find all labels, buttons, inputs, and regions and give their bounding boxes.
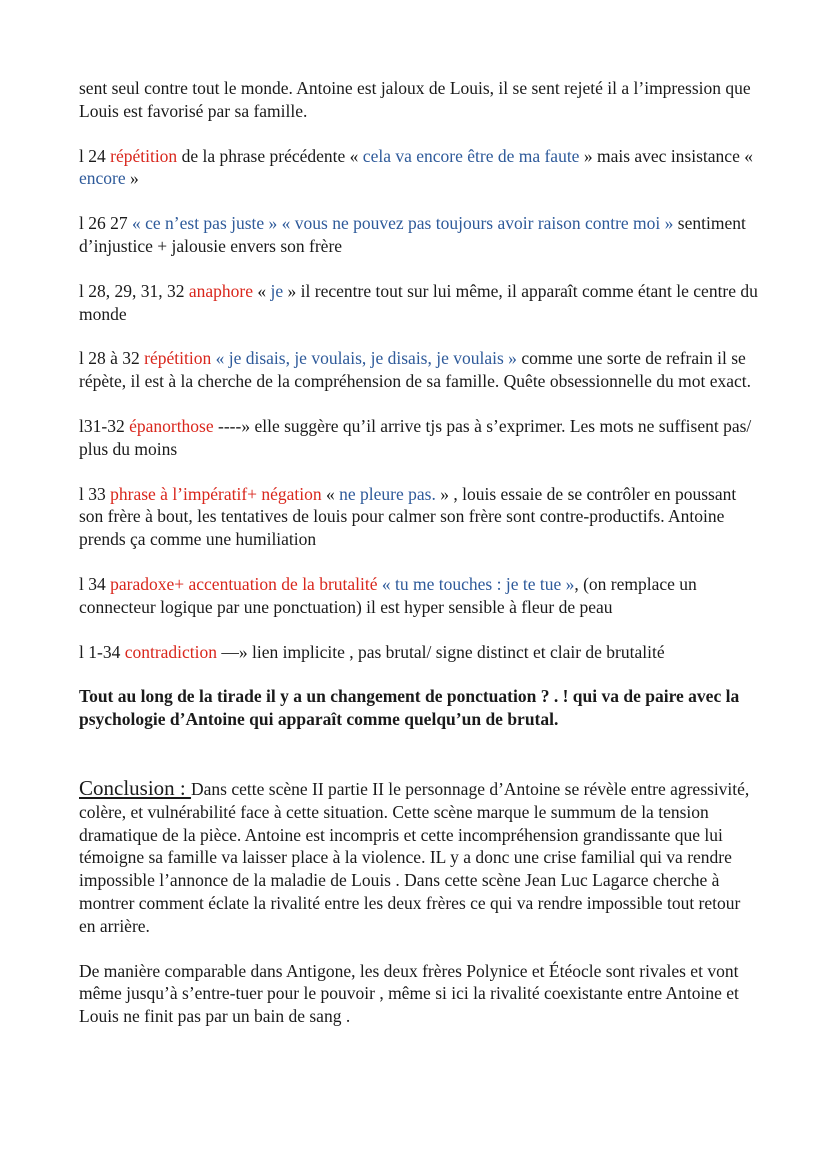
paragraph-text: De manière comparable dans Antigone, les deux frères Polynice et Étéocle sont rivales et vont même jusqu’à s’entre-tuer pour le pouvoir , même si ici la rivalité coexistante entre Antoine et Louis ne finit pas par un bain de sang . <box>79 960 739 1027</box>
device-label: épanorthose <box>129 415 214 436</box>
device-label: paradoxe+ accentuation de la brutalité <box>110 573 378 594</box>
paragraph-conclusion <box>79 777 759 938</box>
line-reference: l 24 <box>79 145 111 166</box>
paragraph-text: « <box>321 483 340 504</box>
device-label: répétition <box>110 145 178 166</box>
paragraph-line-28-32-repetition <box>79 347 759 393</box>
paragraph-text: » il recentre tout sur lui même, il apparaît comme étant le centre du monde <box>79 280 758 324</box>
line-reference: l 1-34 <box>79 641 125 662</box>
paragraph-text: ----» elle suggère qu’il arrive tjs pas à s’exprimer. Les mots ne suffisent pas/ plus du moins <box>79 415 752 459</box>
paragraph-text: Dans cette scène II partie II le personnage d’Antoine se révèle entre agressivité, colère, et vulnérabilité face à cette situation. Cette scène marque le summum de la tension dramatique de la pièce. Antoine est incompris et cette incompréhension grandissante que lui témoigne sa famille va laisser place à la violence. IL y a donc une crise familial qui va rendre impossible l’annonce de la maladie de Louis . Dans cette scène Jean Luc Lagarce cherche à montrer comment éclate la rivalité entre les deux frères ce qui va rendre impossible tout retour en arrière. <box>79 778 750 936</box>
line-reference: l 28, 29, 31, 32 <box>79 280 189 301</box>
paragraph-line-1-34 <box>79 641 759 664</box>
paragraph-line-33 <box>79 483 759 551</box>
line-reference: l 26 27 <box>79 213 132 234</box>
paragraph-text: comme une sorte de refrain il se répète, il est à la cherche de la compréhension de sa famille. Quête obsessionnelle du mot exact. <box>79 348 752 392</box>
device-label: répétition <box>144 348 212 369</box>
paragraph-text: , (on remplace un connecteur logique par une ponctuation) il est hyper sensible à fleur de peau <box>79 573 697 617</box>
paragraph-text: » , louis essaie de se contrôler en poussant son frère à bout, les tentatives de louis pour calmer son frère sont contre-productifs. Antoine prends ça comme une humiliation <box>79 483 737 550</box>
line-reference: l 28 à 32 <box>79 348 145 369</box>
paragraph-text: de la phrase précédente « <box>177 145 363 166</box>
paragraph-summary-bold <box>79 685 759 731</box>
quotation: ne pleure pas. <box>339 483 436 504</box>
paragraph-line-34 <box>79 573 759 619</box>
paragraph-text: sent seul contre tout le monde. Antoine est jaloux de Louis, il se sent rejeté il a l’impression que Louis est favorisé par sa famille. <box>79 78 751 121</box>
paragraph-text: Tout au long de la tirade il y a un changement de ponctuation ? . ! qui va de paire avec la psychologie d’Antoine qui apparaît comme quelqu’un de brutal. <box>79 686 740 730</box>
line-reference: l31-32 <box>79 415 130 436</box>
paragraph-line-28-32-anaphore <box>79 280 759 326</box>
document-page <box>79 77 759 1028</box>
paragraph-line-24 <box>79 145 759 191</box>
paragraph-text: » <box>125 168 139 189</box>
paragraph-line-31-32 <box>79 415 759 461</box>
paragraph-antigone <box>79 960 759 1028</box>
quotation: je <box>270 280 284 301</box>
line-reference: l 33 <box>79 483 111 504</box>
paragraph-text: —» lien implicite , pas brutal/ signe distinct et clair de brutalité <box>217 641 665 662</box>
paragraph-text: « <box>253 280 271 301</box>
quotation: « je disais, je voulais, je disais, je voulais » <box>211 348 517 369</box>
device-label: anaphore <box>188 280 254 301</box>
quotation: « tu me touches : je te tue » <box>377 573 575 594</box>
paragraph-intro <box>79 77 759 123</box>
quotation: « ce n’est pas juste » « vous ne pouvez pas toujours avoir raison contre moi » <box>132 213 674 234</box>
conclusion-heading: Conclusion : <box>79 775 192 800</box>
device-label: contradiction <box>124 641 218 662</box>
quotation: cela va encore être de ma faute <box>362 145 580 166</box>
paragraph-line-26-27 <box>79 212 759 258</box>
paragraph-text: sentiment d’injustice + jalousie envers son frère <box>79 213 746 256</box>
line-reference: l 34 <box>79 573 111 594</box>
device-label: phrase à l’impératif+ négation <box>110 483 322 504</box>
quotation: encore <box>79 168 126 189</box>
paragraph-text: » mais avec insistance « <box>579 145 753 166</box>
